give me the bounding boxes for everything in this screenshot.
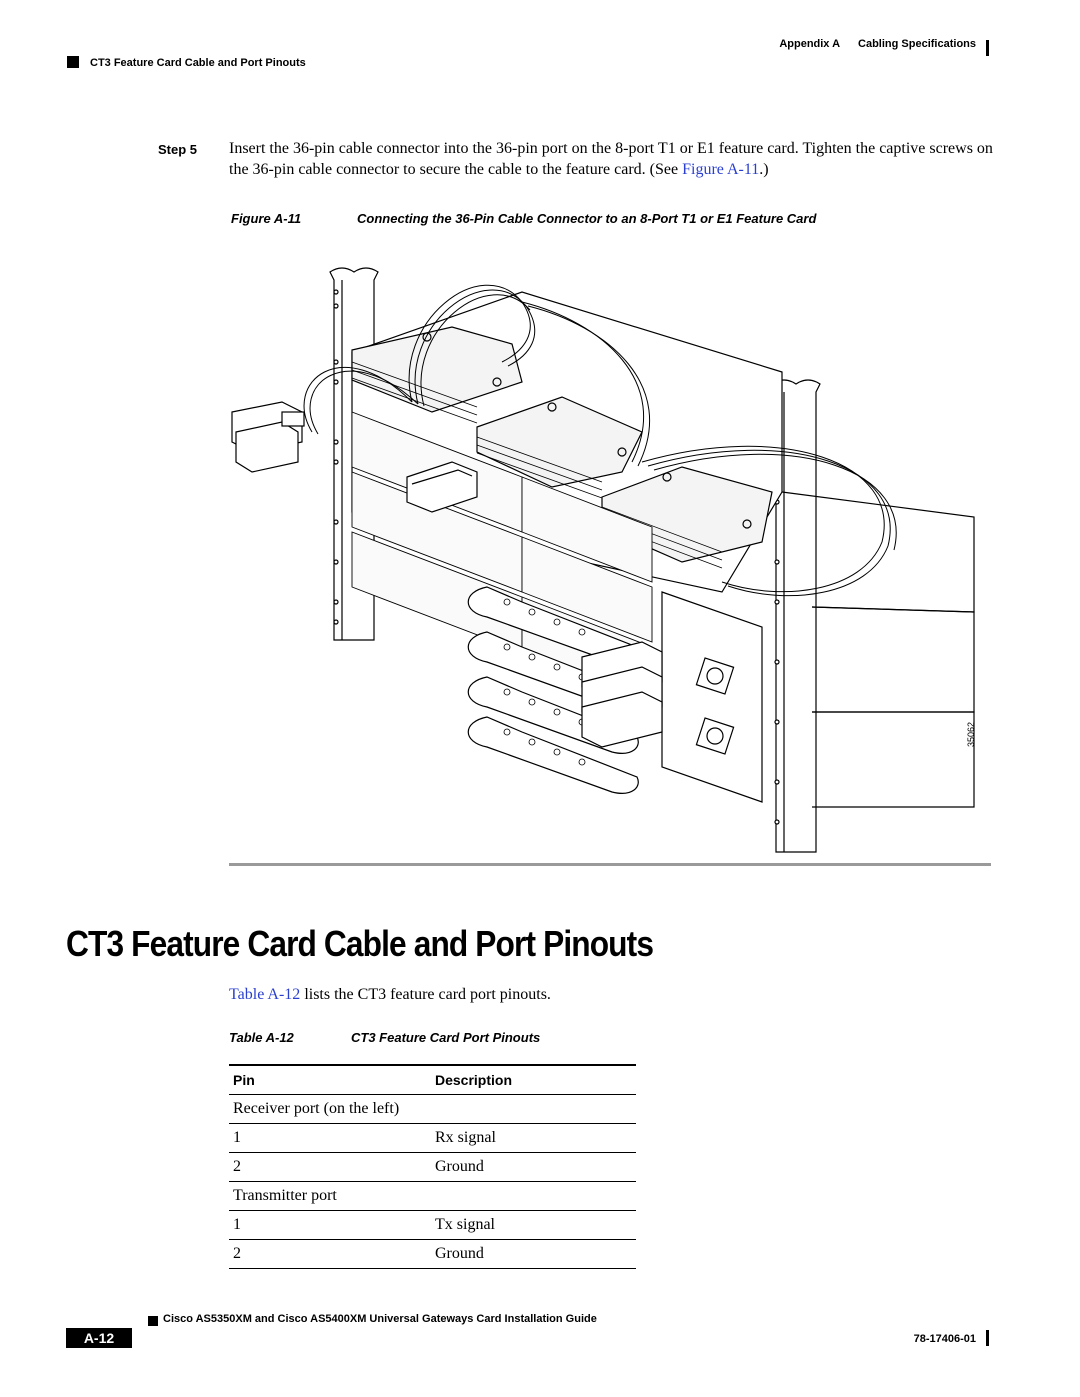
header-description: Description xyxy=(435,1072,513,1088)
figure-art-id: 35062 xyxy=(966,721,976,747)
table-row xyxy=(229,1211,636,1240)
table-row xyxy=(229,1182,636,1211)
section-intro xyxy=(229,986,551,1004)
cell-pin: 2 xyxy=(233,1158,241,1175)
figure-caption xyxy=(231,211,817,226)
step-text xyxy=(229,138,994,180)
running-header-right xyxy=(779,38,976,50)
cell-description: Rx signal xyxy=(435,1129,496,1146)
footer-rule-mark xyxy=(986,1330,989,1346)
table-link[interactable]: Table A-12 xyxy=(229,986,301,1003)
table-row xyxy=(229,1240,636,1269)
footer-square-mark xyxy=(148,1316,158,1326)
table-row xyxy=(229,1124,636,1153)
header-pin: Pin xyxy=(233,1072,255,1088)
step-text-body: Insert the 36-pin cable connector into the 36-pin port on the 8-port T1 or E1 feature card. Tighten the captive screws on the 36-pin cable connector to secure the cable to the feature card. (See xyxy=(229,140,993,178)
cell-description: Ground xyxy=(435,1158,484,1175)
cell-pin: Receiver port (on the left) xyxy=(233,1100,400,1117)
header-rule-mark xyxy=(986,40,989,56)
cell-pin: 1 xyxy=(233,1129,241,1146)
table-number: Table A-12 xyxy=(229,1030,294,1045)
figure-title: Connecting the 36-Pin Cable Connector to an 8-Port T1 or E1 Feature Card xyxy=(357,211,817,226)
header-square-mark xyxy=(67,56,79,68)
footer-guide-title: Cisco AS5350XM and Cisco AS5400XM Universal Gateways Card Installation Guide xyxy=(163,1313,597,1325)
figure-number: Figure A-11 xyxy=(231,211,302,226)
page-number-badge: A-12 xyxy=(66,1328,132,1348)
cell-description: Ground xyxy=(435,1245,484,1262)
table-caption xyxy=(229,1030,541,1045)
table-header-row xyxy=(229,1066,636,1095)
header-chapter: Cabling Specifications xyxy=(858,38,976,50)
step-text-end: .) xyxy=(759,161,769,178)
header-section: CT3 Feature Card Cable and Port Pinouts xyxy=(90,57,306,69)
table-row xyxy=(229,1153,636,1182)
header-appendix: Appendix A xyxy=(779,38,841,50)
footer-doc-number: 78-17406-01 xyxy=(913,1333,976,1345)
section-title: CT3 Feature Card Cable and Port Pinouts xyxy=(66,923,654,964)
figure-link[interactable]: Figure A-11 xyxy=(682,161,760,178)
cell-pin: Transmitter port xyxy=(233,1187,337,1204)
intro-text: lists the CT3 feature card port pinouts. xyxy=(300,986,551,1003)
table-row xyxy=(229,1095,636,1124)
pinout-table xyxy=(229,1064,636,1269)
step-label: Step 5 xyxy=(158,142,198,157)
table-title: CT3 Feature Card Port Pinouts xyxy=(351,1030,541,1045)
cell-pin: 2 xyxy=(233,1245,241,1262)
figure-bottom-rule xyxy=(229,863,991,866)
feature-card-illustration xyxy=(222,262,992,862)
cell-pin: 1 xyxy=(233,1216,241,1233)
cell-description: Tx signal xyxy=(435,1216,495,1233)
